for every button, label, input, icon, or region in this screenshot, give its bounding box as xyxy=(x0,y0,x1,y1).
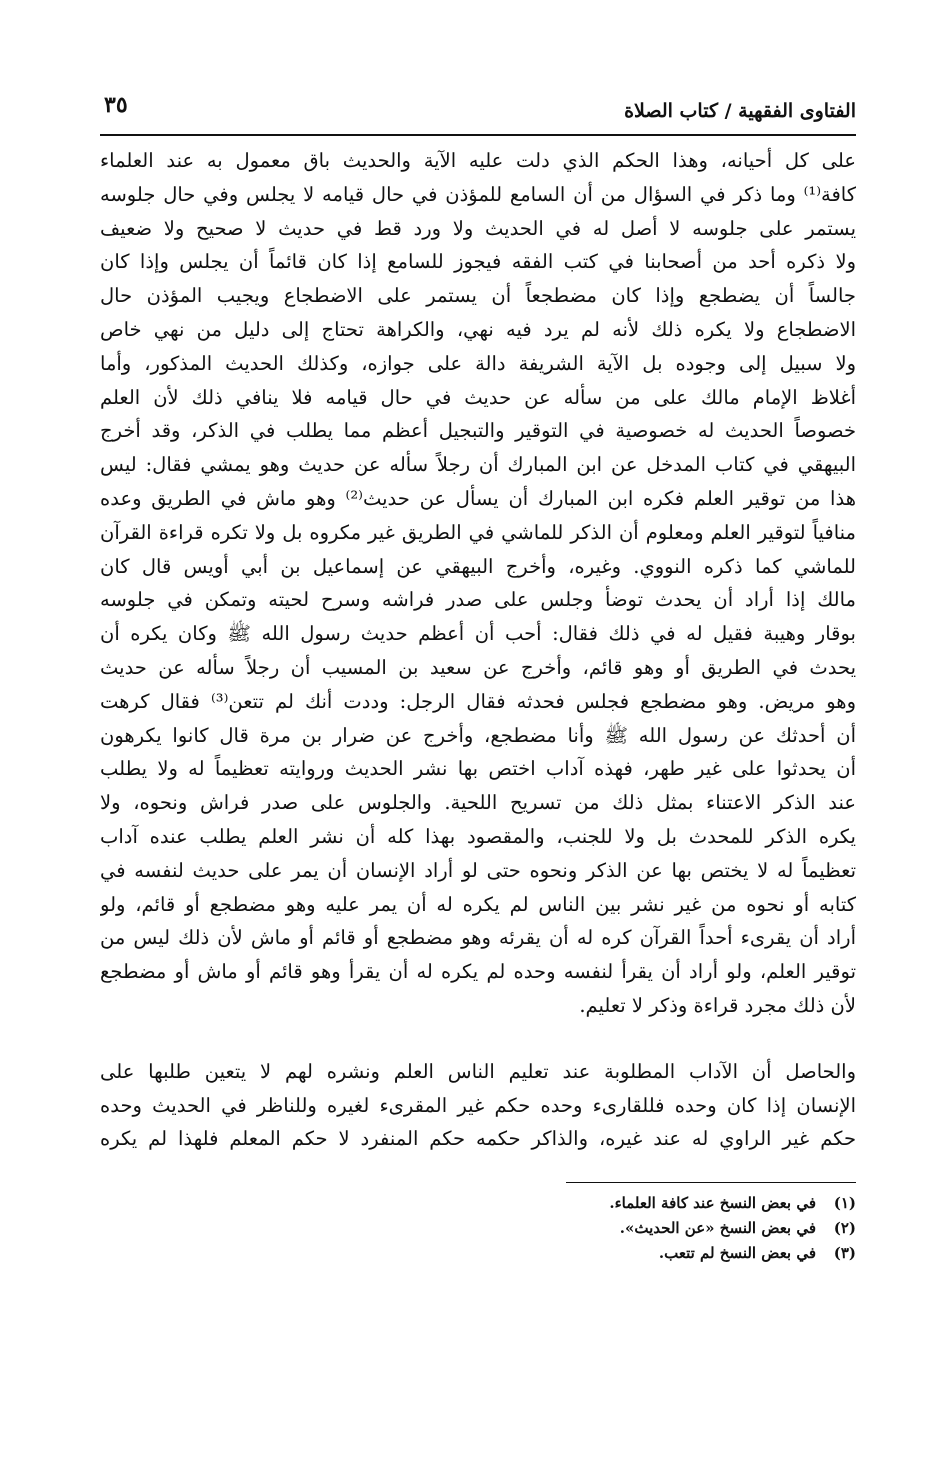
page-number: ٣٥ xyxy=(104,92,128,118)
footnote-divider xyxy=(566,1182,856,1183)
text-line: يكره الذكر للمحدث بل ولا للجنب، والمقصود بهذا كله أن نشر العلم يطلب عنده آداب xyxy=(100,824,856,848)
paragraph xyxy=(100,1055,856,1156)
text-line: كافة⁽¹⁾ وما ذكر في السؤال من أن السامع للمؤذن في حال قيامه لا يجلس وفي حال جلوسه xyxy=(100,182,856,206)
footnotes xyxy=(100,1191,856,1266)
footnote-text: في بعض النسخ «عن الحديث». xyxy=(619,1219,816,1238)
text-line: الاضطجاع ولا يكره ذلك لأنه لم يرد فيه نهي، والكراهة تحتاج إلى دليل من نهي خاص xyxy=(100,317,856,341)
text-line: أراد أن يقرىء أحداً القرآن كره له أن يقرئه وهو مضطجع أو قائم أو ماش لأن ذلك ليس من xyxy=(100,926,856,950)
text-line: حكم غير الراوي له عند غيره، والذاكر حكمه حكم المنفرد لا حكم المعلم فلهذا لم يكره xyxy=(100,1127,856,1151)
text-line: توقير العلم، ولو أراد أن يقرأ لنفسه وحده لم يكره له أن يقرأ وهو قائم أو ماش أو مضطجع xyxy=(100,960,856,984)
text-line: الإنسان إذا كان وحده فللقارىء وحده حكم غير المقرىء لغيره وللناظر في الحديث وحده xyxy=(100,1093,856,1117)
text-line: أن أحدثك عن رسول الله ﷺ وأنا مضطجع، وأخرج عن ضرار بن مرة قال كانوا يكرهون xyxy=(100,723,856,747)
footnote-text: في بعض النسخ عند كافة العلماء. xyxy=(609,1194,816,1213)
text-line: مالك إذا أراد أن يحدث توضأ وجلس على صدر فراشه وسرح لحيته وتمكن في جلوسه xyxy=(100,588,856,612)
footnote-number: (٢) xyxy=(833,1219,856,1238)
running-title: الفتاوى الفقهية / كتاب الصلاة xyxy=(624,100,856,122)
text-line: ولا ذكره أحد من أصحابنا في كتب الفقه فيجوز للسامع إذا كان قائماً أن يجلس وإذا كان xyxy=(100,250,856,274)
text-line: على كل أحيانه، وهذا الحكم الذي دلت عليه الآية والحديث باق معمول به عند العلماء xyxy=(100,149,856,172)
footnote xyxy=(100,1191,856,1216)
footnote xyxy=(100,1216,856,1241)
text-line: هذا من توقير العلم فكره ابن المبارك أن يسأل عن حديث⁽²⁾ وهو ماش في الطريق وعده xyxy=(100,486,856,510)
text-line: جالساً أن يضطجع وإذا كان مضطجعاً أن يستمر على الاضطجاع ويجيب المؤذن حال xyxy=(100,284,856,308)
text-line: البيهقي في كتاب المدخل عن ابن المبارك أن رجلاً سأله عن حديث وهو يمشي فقال: ليس xyxy=(100,453,856,477)
text-line: أغلاظ الإمام مالك على من سأله عن حديث في حال قيامه فلا ينافي ذلك لأن العلم xyxy=(100,385,856,409)
text-line: وهو مريض. وهو مضطجع فجلس فحدثه فقال الرجل: وددت أنك لم تتعن⁽³⁾ فقال كرهت xyxy=(100,689,856,713)
text-line: لأن ذلك مجرد قراءة وذكر لا تعليم. xyxy=(579,993,856,1017)
text-line: ولا سبيل إلى وجوده بل الآية الشريفة دالة على جوازه، وكذلك الحديث المذكور، وأما xyxy=(100,351,856,375)
text-line: والحاصل أن الآداب المطلوبة عند تعليم الناس العلم ونشره لهم لا يتعين طلبها على xyxy=(100,1059,856,1083)
text-line: تعظيماً له لا يختص بها عن الذكر ونحوه حتى لو أراد الإنسان أن يمر على حديث لنفسه في xyxy=(100,858,856,882)
footnote-text: في بعض النسخ لم تتعب. xyxy=(658,1244,816,1263)
text-line: منافياً لتوقير العلم ومعلوم أن الذكر للماشي في الطريق غير مكروه بل ولا تكره قراءة القرآن xyxy=(100,520,856,544)
text-line: يحدث في الطريق أو وهو قائم، وأخرج عن سعيد بن المسيب أن رجلاً سأله عن حديث xyxy=(100,655,856,679)
text-line: للماشي كما ذكره النووي. وغيره، وأخرج البيهقي عن إسماعيل بن أبي أويس قال كان xyxy=(100,554,856,578)
footnote xyxy=(100,1241,856,1266)
text-line: أن يحدثوا على غير طهر، فهذه آداب اختص بها نشر الحديث وروايته تعظيماً له ولا يطلب xyxy=(100,757,856,781)
text-line: خصوصاً الحديث له خصوصية في التوقير والتبجيل أعظم مما يطلب في الذكر، وقد أخرج xyxy=(100,419,856,443)
footnote-number: (٣) xyxy=(833,1244,856,1263)
paragraph xyxy=(100,144,856,1023)
page-header xyxy=(100,88,856,136)
text-line: كتابه أو نحوه من غير نشر بين الناس لم يكره له أن يمر عليه وهو مضطجع أو قائم، ولو xyxy=(100,892,856,916)
text-line: بوقار وهيبة فقيل له في ذلك فقال: أحب أن أعظم حديث رسول الله ﷺ وكان يكره أن xyxy=(100,622,856,646)
text-line: يستمر على جلوسه لا أصل له في الحديث ولا ورد قط في حديث لا صحيح ولا ضعيف xyxy=(100,216,856,240)
text-line: عند الذكر الاعتناء بمثل ذلك من تسريح اللحية. والجلوس على صدر فراش ونحوه، ولا xyxy=(100,791,856,815)
book-page xyxy=(100,88,856,1266)
footnote-number: (١) xyxy=(833,1194,856,1213)
main-text xyxy=(100,144,856,1156)
